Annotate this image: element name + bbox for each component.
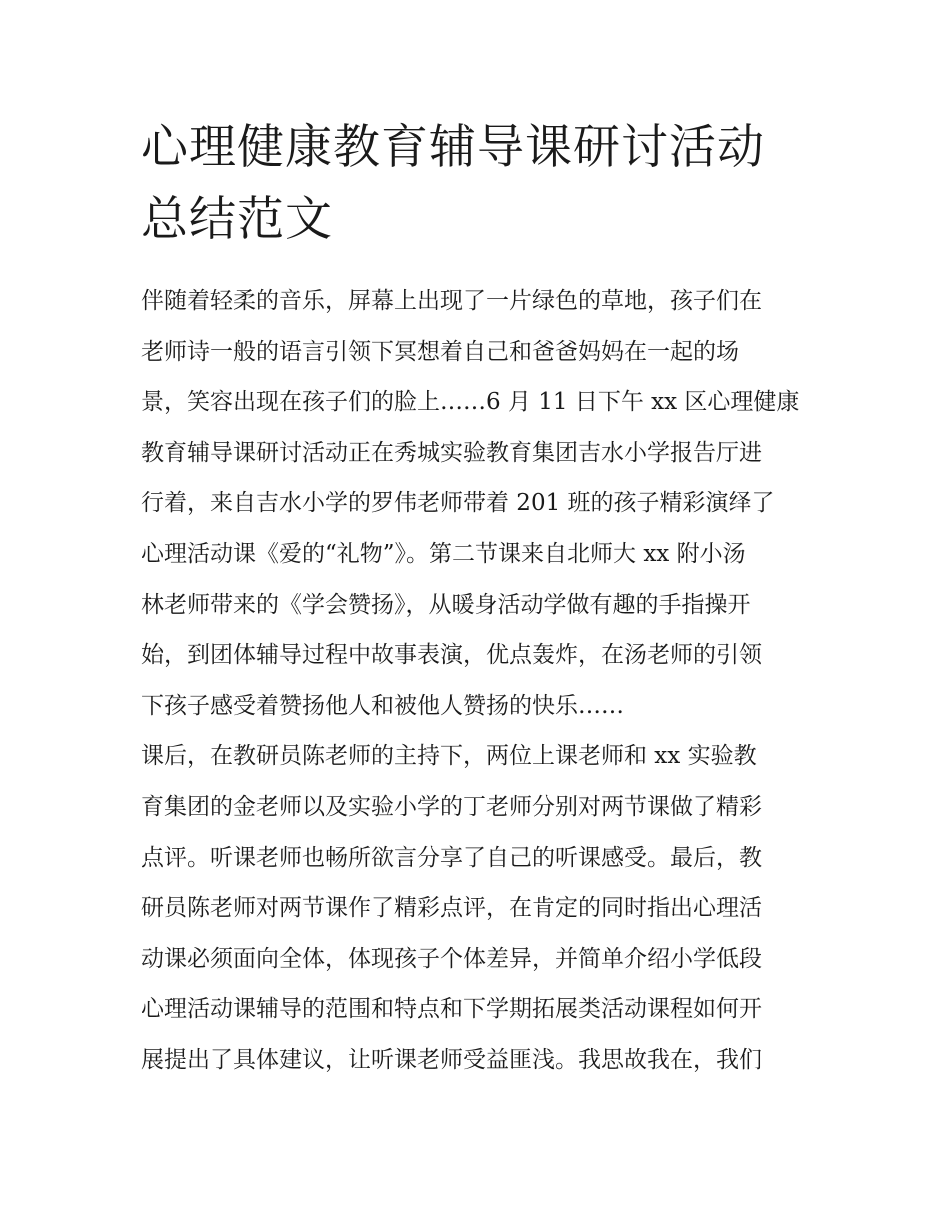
body-line: 伴随着轻柔的音乐，屏幕上出现了一片绿色的草地，孩子们在 [141,288,762,314]
body-line: 教育辅导课研讨活动正在秀城实验教育集团吉水小学报告厅进 [141,439,762,466]
body-line: 心理活动课辅导的范围和特点和下学期拓展类活动课程如何开 [141,996,762,1023]
body-line: 景，笑容出现在孩子们的脸上……6 月 11 日下午 xx 区心理健康 [141,389,800,416]
body-line: 老师诗一般的语言引领下冥想着自己和爸爸妈妈在一起的场 [141,338,739,365]
body-line: 课后，在教研员陈老师的主持下，两位上课老师和 xx 实验教 [141,743,757,770]
title-line: 总结范文 [141,192,333,247]
title-line: 心理健康教育辅导课研讨活动 [141,120,765,175]
body-line: 动课必须面向全体，体现孩子个体差异，并简单介绍小学低段 [141,945,762,972]
body-line: 育集团的金老师以及实验小学的丁老师分别对两节课做了精彩 [141,793,762,820]
body-line: 展提出了具体建议，让听课老师受益匪浅。我思故我在，我们 [141,1046,762,1073]
body-line: 始，到团体辅导过程中故事表演，优点轰炸，在汤老师的引领 [141,642,762,669]
document-body [141,276,821,1086]
body-line: 研员陈老师对两节课作了精彩点评，在肯定的同时指出心理活 [141,895,762,922]
document-title [141,112,821,256]
body-line: 心理活动课《爱的“礼物”》。第二节课来自北师大 xx 附小汤 [141,540,746,567]
body-line: 下孩子感受着赞扬他人和被他人赞扬的快乐…… [141,692,624,719]
body-line: 林老师带来的《学会赞扬》，从暖身活动学做有趣的手指操开 [141,591,751,618]
body-line: 点评。听课老师也畅所欲言分享了自己的听课感受。最后，教 [141,844,762,871]
body-line: 行着，来自吉水小学的罗伟老师带着 201 班的孩子精彩演绎了 [141,490,775,517]
